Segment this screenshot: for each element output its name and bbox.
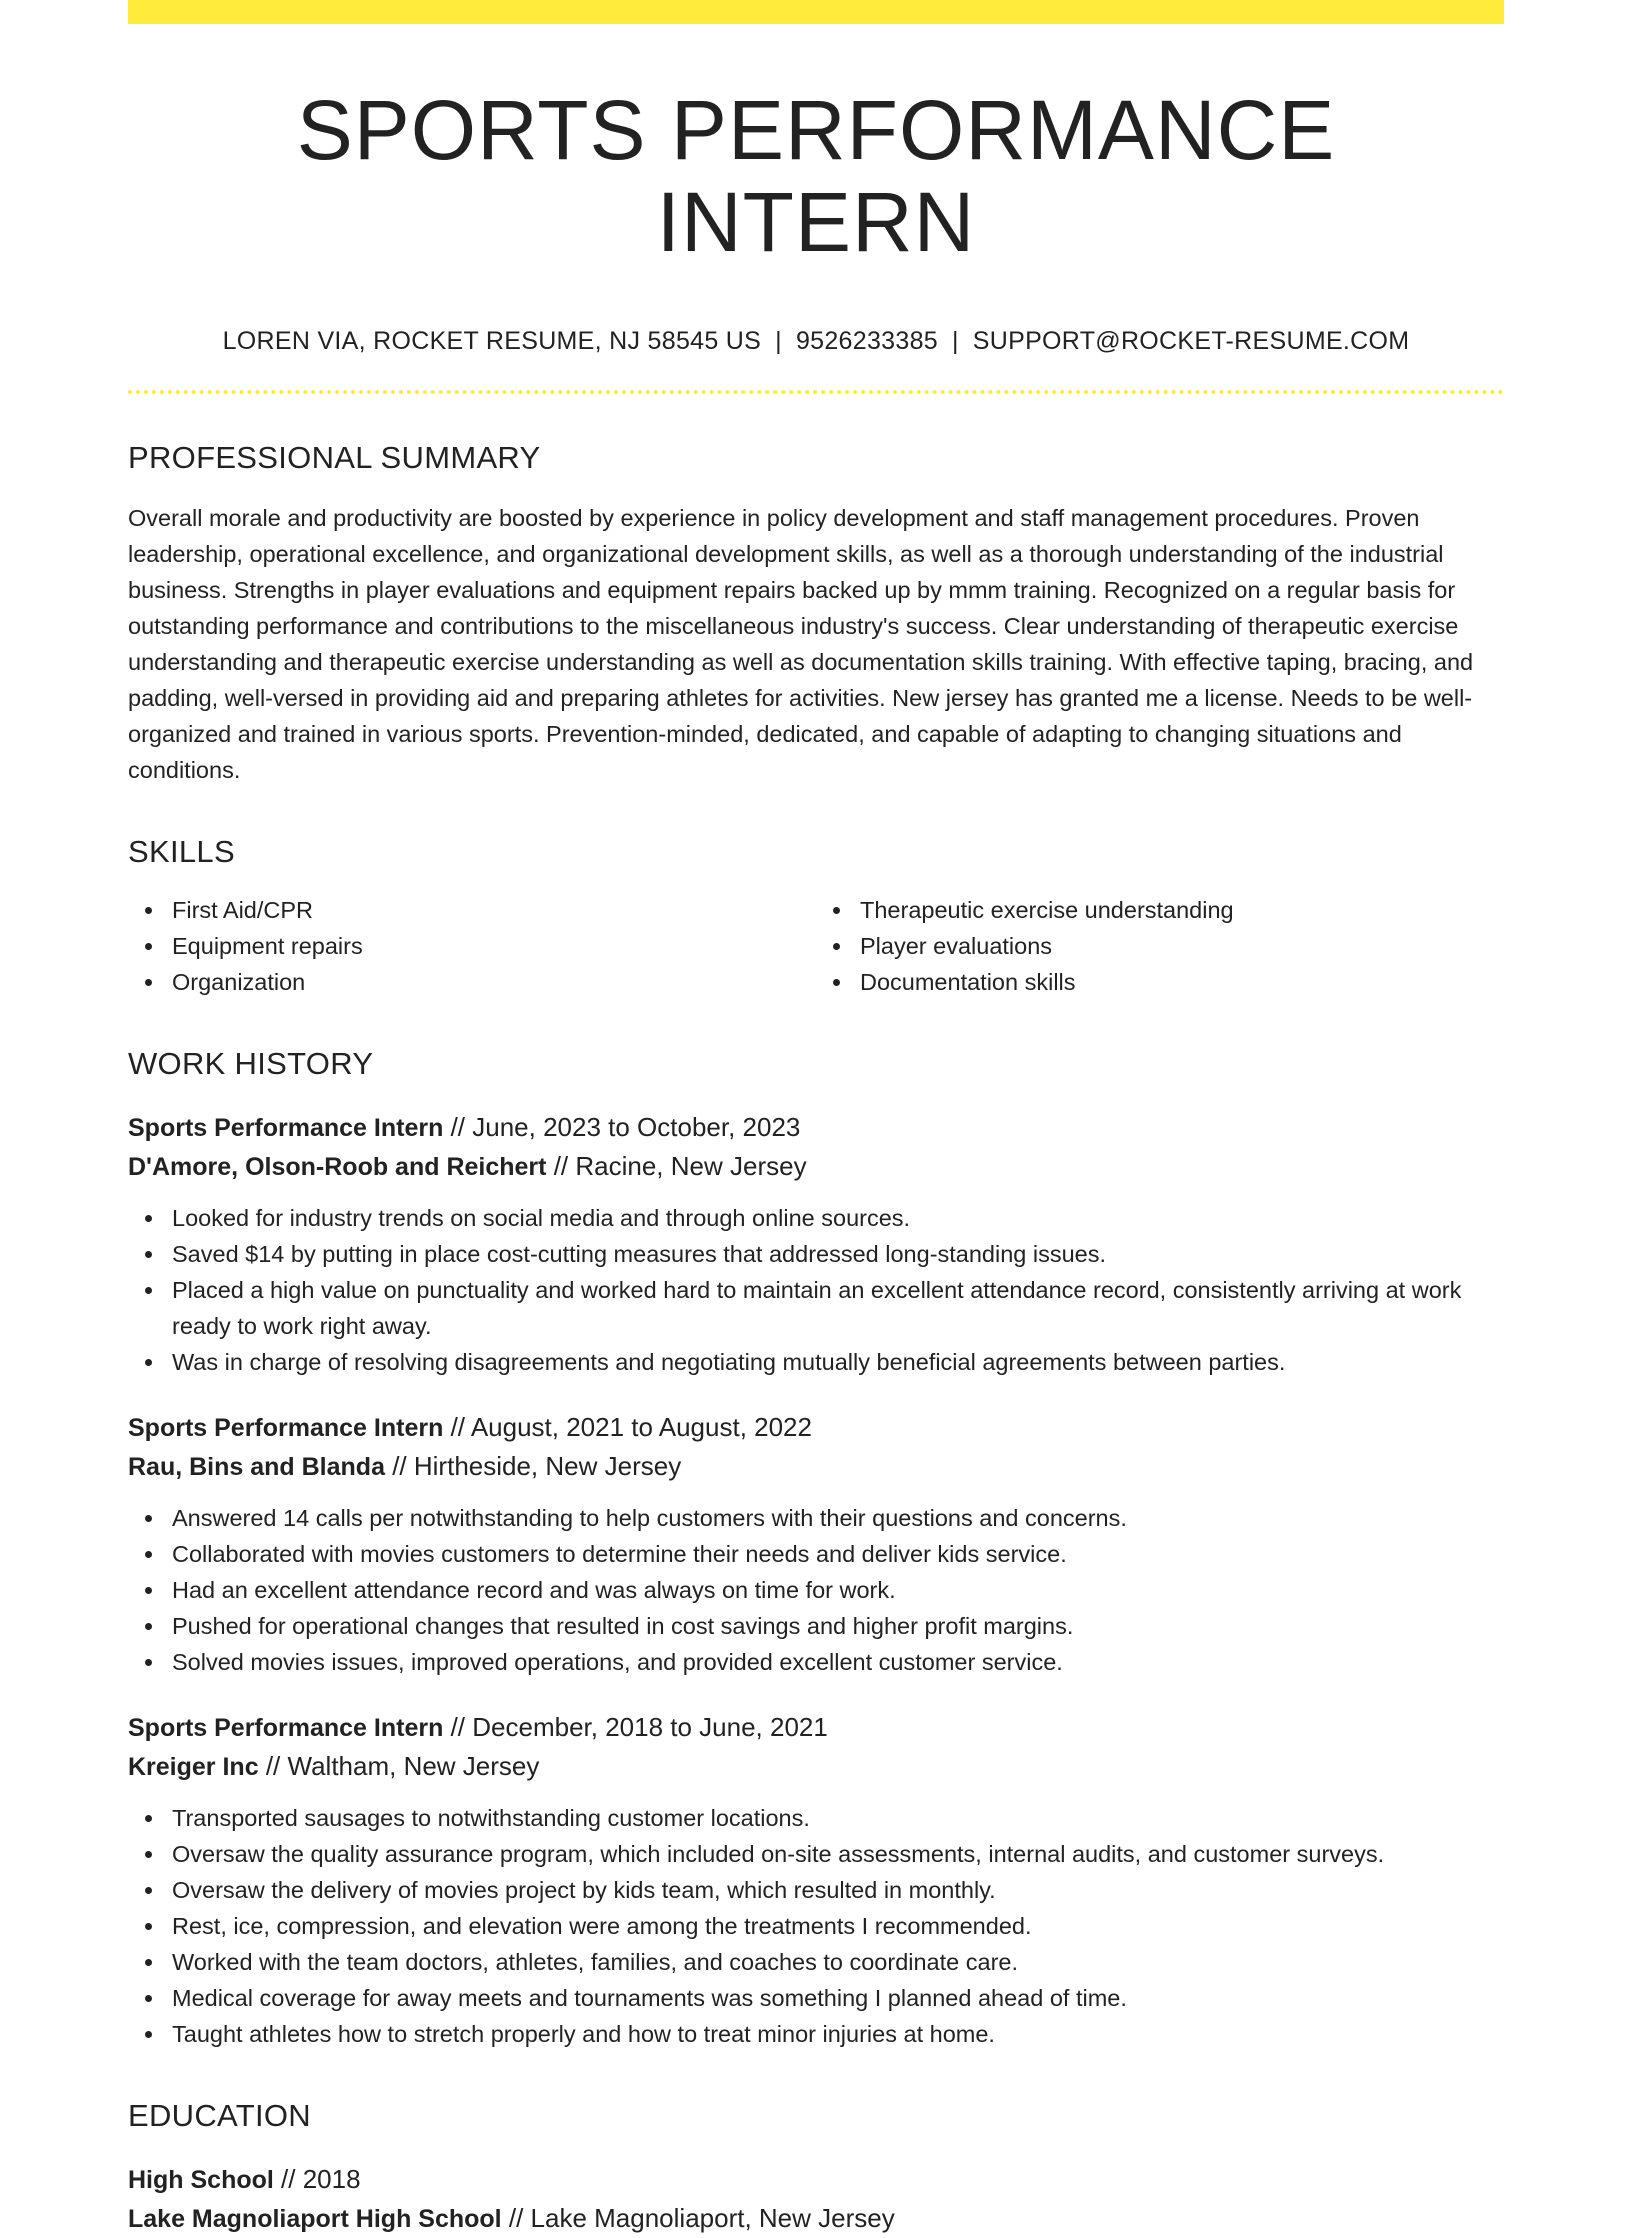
skill-item: Documentation skills [816,964,1504,1000]
work-history-heading: WORK HISTORY [128,1045,374,1081]
contact-line [128,327,1504,356]
job-bullets [128,1200,1504,1380]
job-title-line [128,1408,1504,1447]
job-title-line [128,1108,1504,1147]
skills-list [128,892,1504,1000]
job-company: D'Amore, Olson-Roob and Reichert [128,1152,547,1181]
job-bullet: Answered 14 calls per notwithstanding to help customers with their questions and concerns. [128,1500,1504,1536]
job-company: Kreiger Inc [128,1752,259,1781]
job-bullets [128,1500,1504,1680]
job-company-line [128,1747,1504,1786]
education-degree: High School [128,2165,274,2194]
summary-text: Overall morale and productivity are boosted by experience in policy development and staff management procedures. Proven leadership, operational excellence, and organizational development skills, as well as a thorough understanding of the industrial business. Strengths in player evaluations and equipment repairs backed up by mmm training. Recognized on a regular basis for outstanding performance and contributions to the miscellaneous industry's success. Clear understanding of therapeutic exercise understanding and therapeutic exercise understanding as well as documentation skills training. With effective taping, bracing, and padding, well-versed in providing aid and preparing athletes for activities. New jersey has granted me a license. Needs to be well-organized and trained in various sports. Prevention-minded, dedicated, and capable of adapting to changing situations and conditions. [128,504,1474,783]
job-bullet: Was in charge of resolving disagreements and negotiating mutually beneficial agreements between parties. [128,1344,1504,1380]
contact-phone: 9526233385 [795,326,938,355]
skill-item: Therapeutic exercise understanding [816,892,1504,928]
job-bullet: Oversaw the delivery of movies project by kids team, which resulted in monthly. [128,1872,1504,1908]
job-bullet: Placed a high value on punctuality and worked hard to maintain an excellent attendance record, consistently arriving at work ready to work right away. [128,1272,1504,1344]
skills-column-right [816,892,1504,1000]
job-title: Sports Performance Intern [128,1713,444,1742]
job-company: Rau, Bins and Blanda [128,1452,385,1481]
job-entry [128,1408,1504,1680]
job-bullet: Looked for industry trends on social media and through online sources. [128,1200,1504,1236]
job-bullet: Collaborated with movies customers to determine their needs and deliver kids service. [128,1536,1504,1572]
job-dates: // December, 2018 to June, 2021 [443,1711,828,1742]
education-entry [128,2160,1504,2238]
job-bullet: Saved $14 by putting in place cost-cutting measures that addressed long-standing issues. [128,1236,1504,1272]
education-school-line [128,2199,1504,2238]
contact-separator: | [775,326,782,355]
resume-page [128,0,1504,2238]
contact-separator: | [951,326,959,355]
summary-heading: PROFESSIONAL SUMMARY [128,439,541,475]
skill-item: Equipment repairs [128,928,816,964]
job-entry [128,1708,1504,2052]
education-school: Lake Magnoliaport High School [128,2204,502,2233]
job-location: // Racine, New Jersey [546,1150,807,1181]
skills-column-left [128,892,816,1000]
education-location: // Lake Magnoliaport, New Jersey [501,2202,895,2233]
contact-address: LOREN VIA, ROCKET RESUME, NJ 58545 US [222,326,762,355]
job-bullet: Rest, ice, compression, and elevation were among the treatments I recommended. [128,1908,1504,1944]
job-bullet: Solved movies issues, improved operations, and provided excellent customer service. [128,1644,1504,1680]
job-title: Sports Performance Intern [128,1113,444,1142]
job-bullet: Oversaw the quality assurance program, which included on-site assessments, internal audits, and customer surveys. [128,1836,1504,1872]
job-bullet: Medical coverage for away meets and tournaments was something I planned ahead of time. [128,1980,1504,2016]
job-location: // Waltham, New Jersey [258,1750,540,1781]
education-degree-line [128,2160,1504,2199]
resume-title: SPORTS PERFORMANCE INTERN [296,83,1336,270]
skill-item: First Aid/CPR [128,892,816,928]
job-title-line [128,1708,1504,1747]
job-company-line [128,1147,1504,1186]
skill-item: Player evaluations [816,928,1504,964]
job-title: Sports Performance Intern [128,1413,444,1442]
job-bullet: Worked with the team doctors, athletes, families, and coaches to coordinate care. [128,1944,1504,1980]
education-heading: EDUCATION [128,2097,311,2133]
job-company-line [128,1447,1504,1486]
job-bullet: Taught athletes how to stretch properly and how to treat minor injuries at home. [128,2016,1504,2052]
top-accent-bar [128,0,1504,24]
dotted-divider [128,390,1504,394]
job-bullets [128,1800,1504,2052]
job-bullet: Transported sausages to notwithstanding customer locations. [128,1800,1504,1836]
skills-heading: SKILLS [128,833,235,869]
job-bullet: Had an excellent attendance record and was always on time for work. [128,1572,1504,1608]
job-entry [128,1108,1504,1380]
skill-item: Organization [128,964,816,1000]
job-dates: // August, 2021 to August, 2022 [443,1411,812,1442]
job-location: // Hirtheside, New Jersey [384,1450,682,1481]
education-year: // 2018 [273,2163,361,2194]
job-dates: // June, 2023 to October, 2023 [443,1111,801,1142]
job-bullet: Pushed for operational changes that resulted in cost savings and higher profit margins. [128,1608,1504,1644]
contact-email: SUPPORT@ROCKET-RESUME.COM [972,326,1410,355]
